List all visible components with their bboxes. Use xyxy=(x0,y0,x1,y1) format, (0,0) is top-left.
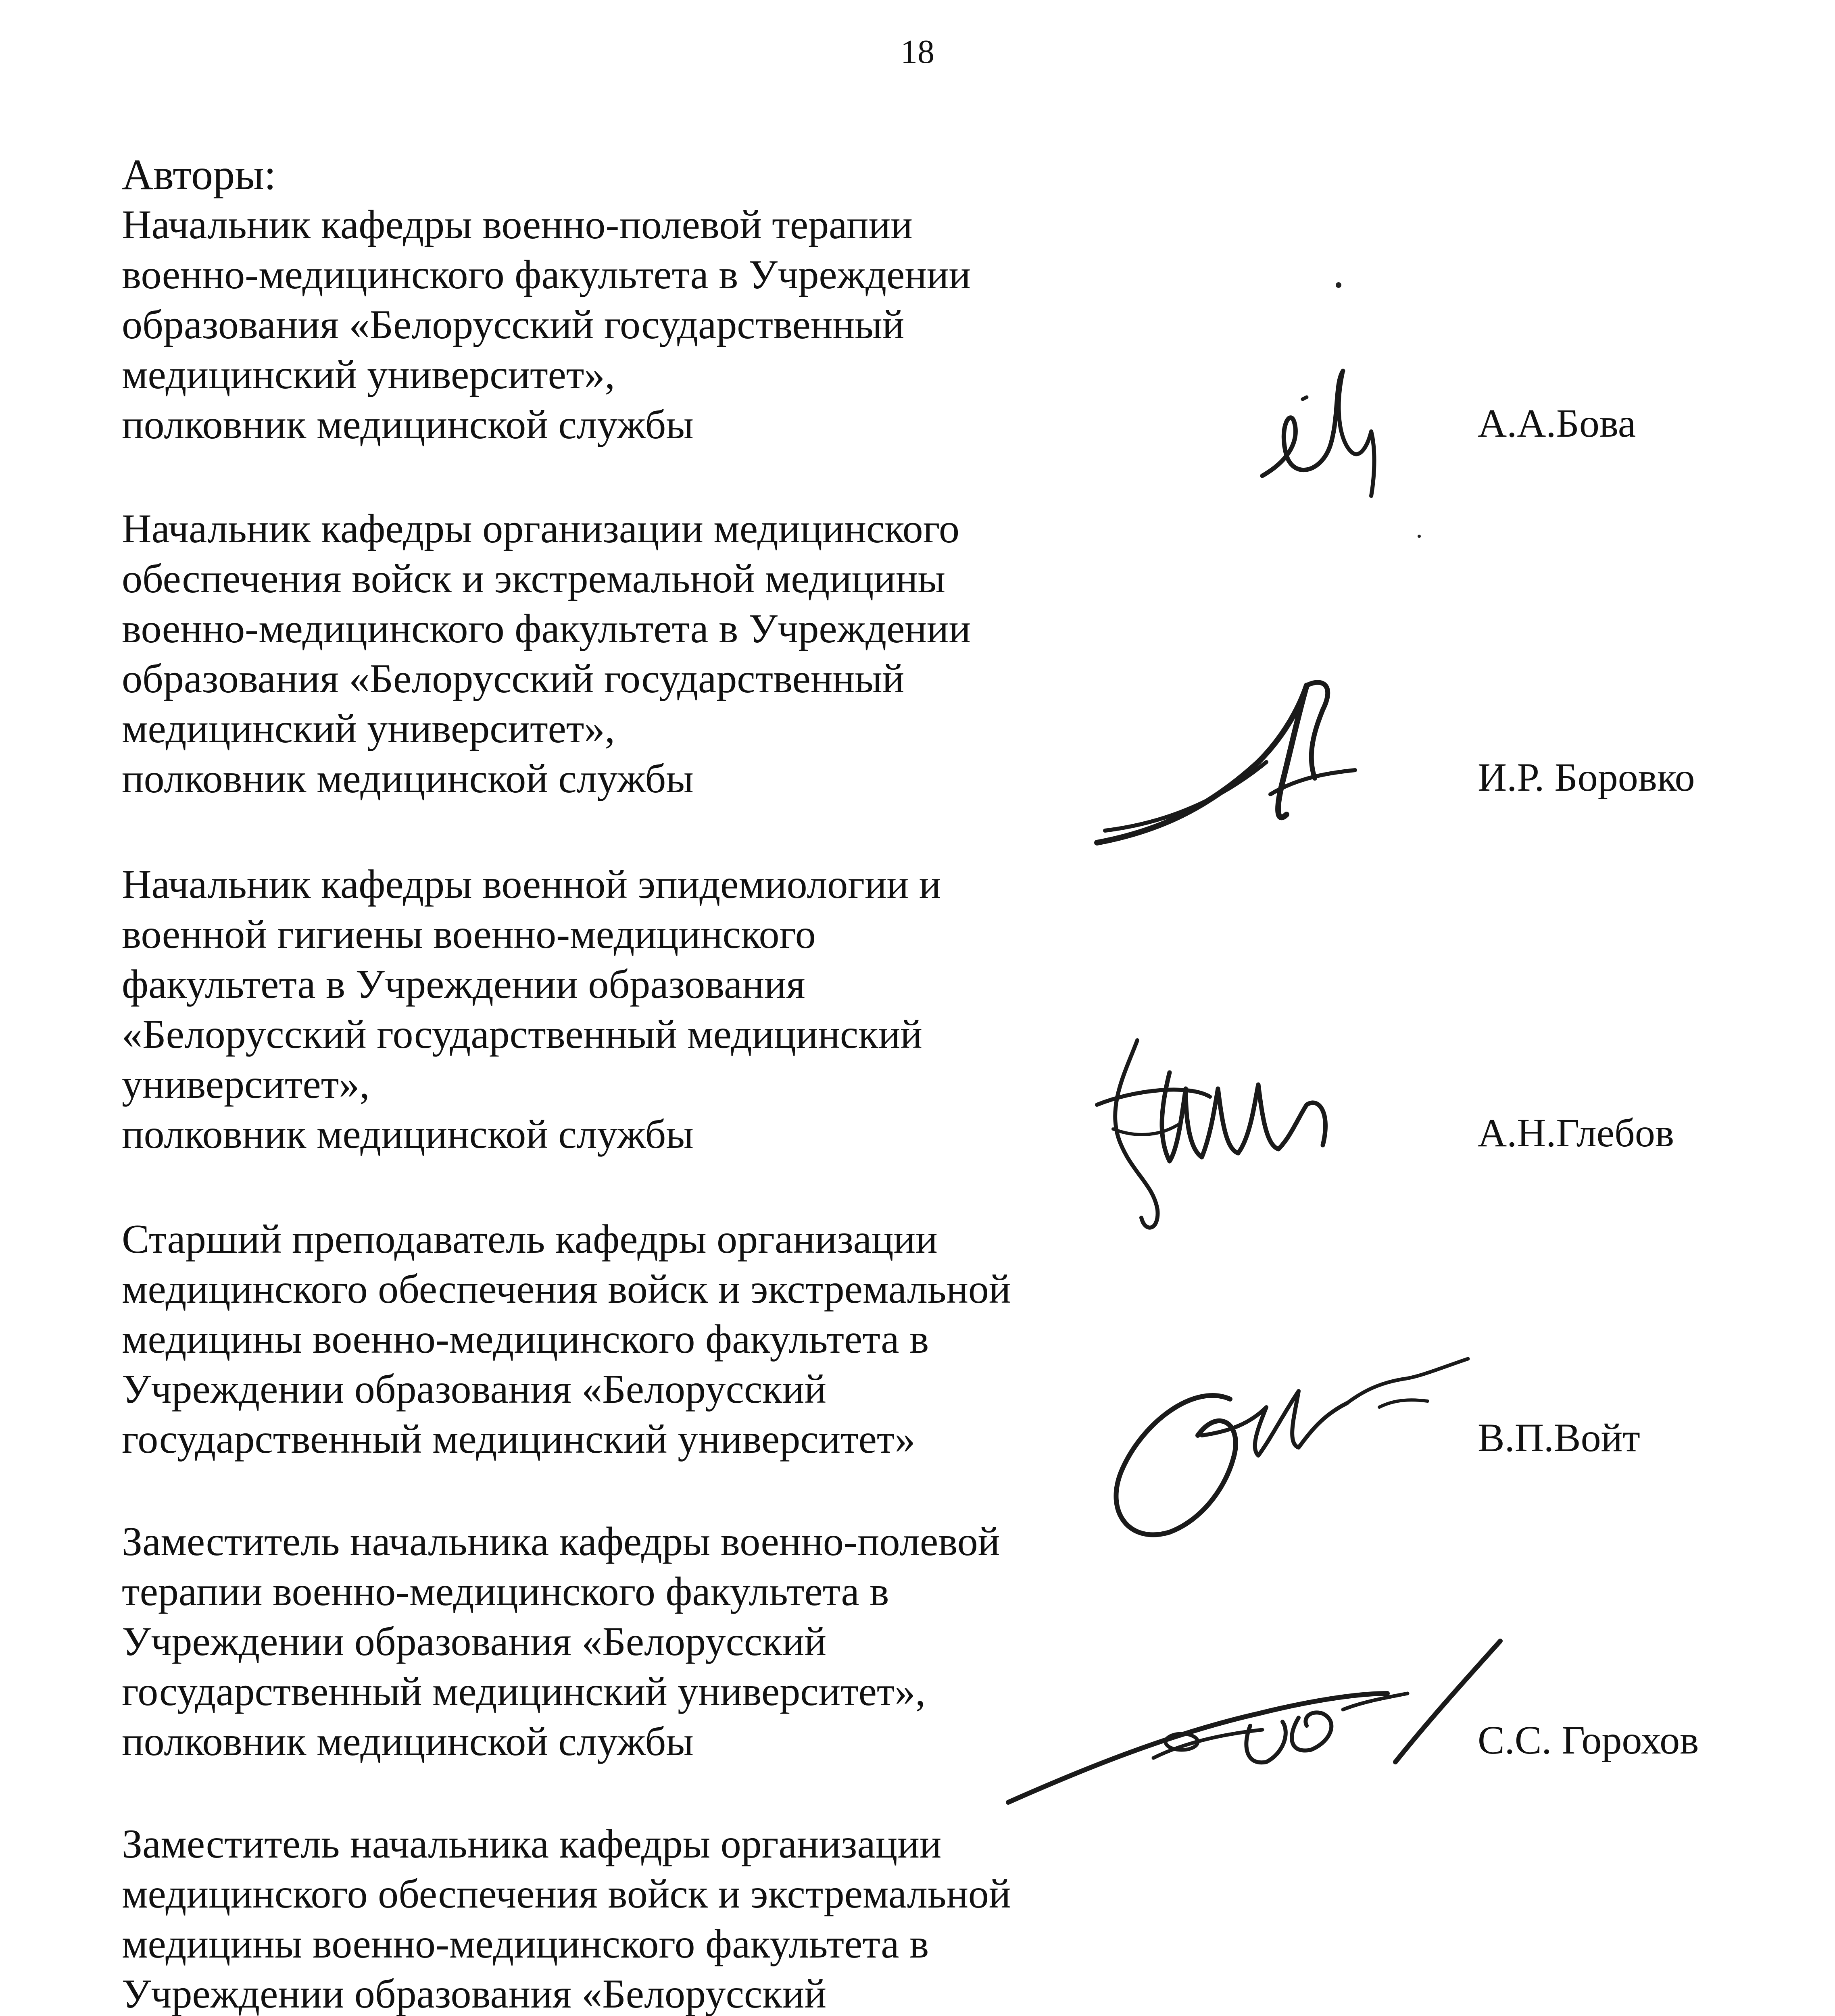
position-line: образования «Белорусский государственный xyxy=(122,302,905,348)
position-line: государственный медицинский университет», xyxy=(122,1669,926,1714)
author-position xyxy=(122,1819,1138,2016)
author-position xyxy=(122,504,1138,804)
position-line: Учреждении образования «Белорусский xyxy=(122,1619,826,1664)
author-entry-glebov xyxy=(122,860,1816,1160)
signature-pantyukhov xyxy=(1097,2008,1307,2016)
position-line: Учреждении образования «Белорусский xyxy=(122,1366,826,1412)
position-line: медицины военно-медицинского факультета в xyxy=(122,1316,929,1362)
author-name: А.А.Бова xyxy=(1478,401,1636,446)
position-line: медицинского обеспечения войск и экстремальной xyxy=(122,1871,1011,1917)
position-line: медицинского обеспечения войск и экстремальной xyxy=(122,1266,1011,1312)
position-line: медицины военно-медицинского факультета в xyxy=(122,1921,929,1967)
position-line: Старший преподаватель кафедры организации xyxy=(122,1216,938,1262)
position-line: медицинский университет», xyxy=(122,352,615,398)
author-position xyxy=(122,860,1138,1160)
position-line: медицинский университет», xyxy=(122,706,615,752)
position-line: обеспечения войск и экстремальной медицины xyxy=(122,556,946,602)
author-position xyxy=(122,200,1138,450)
author-name: В.П.Войт xyxy=(1478,1415,1640,1460)
position-line: государственный медицинский университет» xyxy=(122,1416,915,1462)
position-line: факультета в Учреждении образования xyxy=(122,962,805,1007)
author-entry-gorokhov xyxy=(122,1517,1816,1767)
signature-gorokhov xyxy=(1000,1633,1500,1810)
position-line: Начальник кафедры организации медицинского xyxy=(122,506,959,552)
position-line: терапии военно-медицинского факультета в xyxy=(122,1569,889,1614)
authors-heading: Авторы: xyxy=(122,151,276,199)
page-number: 18 xyxy=(901,33,934,71)
author-position xyxy=(122,1214,1138,1464)
position-line: Заместитель начальника кафедры военно-полевой xyxy=(122,1519,1000,1564)
position-line: полковник медицинской службы xyxy=(122,1112,694,1157)
signature-bova xyxy=(1242,359,1395,512)
author-name: И.Р. Боровко xyxy=(1478,755,1695,800)
position-line: Начальник кафедры военной эпидемиологии и xyxy=(122,862,941,907)
position-line: Заместитель начальника кафедры организации xyxy=(122,1821,942,1867)
signature-borovko xyxy=(1089,661,1395,855)
scan-speck xyxy=(1418,535,1421,538)
author-entry-bova xyxy=(122,200,1816,450)
position-line: «Белорусский государственный медицинский xyxy=(122,1012,922,1057)
signature-glebov xyxy=(1089,1016,1420,1242)
scan-speck xyxy=(1336,282,1341,288)
position-line: военно-медицинского факультета в Учреждении xyxy=(122,606,971,652)
position-line: университет», xyxy=(122,1062,370,1107)
signature-voit xyxy=(1097,1343,1492,1560)
author-entry-pantyukhov xyxy=(122,1819,1816,2016)
position-line: образования «Белорусский государственный xyxy=(122,656,905,702)
position-line: полковник медицинской службы xyxy=(122,756,694,802)
author-name: С.С. Горохов xyxy=(1478,1718,1699,1762)
position-line: Начальник кафедры военно-полевой терапии xyxy=(122,202,913,248)
author-entry-borovko xyxy=(122,504,1816,804)
position-line: полковник медицинской службы xyxy=(122,1719,694,1764)
author-position xyxy=(122,1517,1138,1767)
position-line: военно-медицинского факультета в Учреждении xyxy=(122,252,971,298)
author-name: А.Н.Глебов xyxy=(1478,1110,1674,1155)
position-line: военной гигиены военно-медицинского xyxy=(122,912,816,957)
position-line: полковник медицинской службы xyxy=(122,402,694,448)
position-line: Учреждении образования «Белорусский xyxy=(122,1971,826,2016)
author-entry-voit xyxy=(122,1214,1816,1464)
